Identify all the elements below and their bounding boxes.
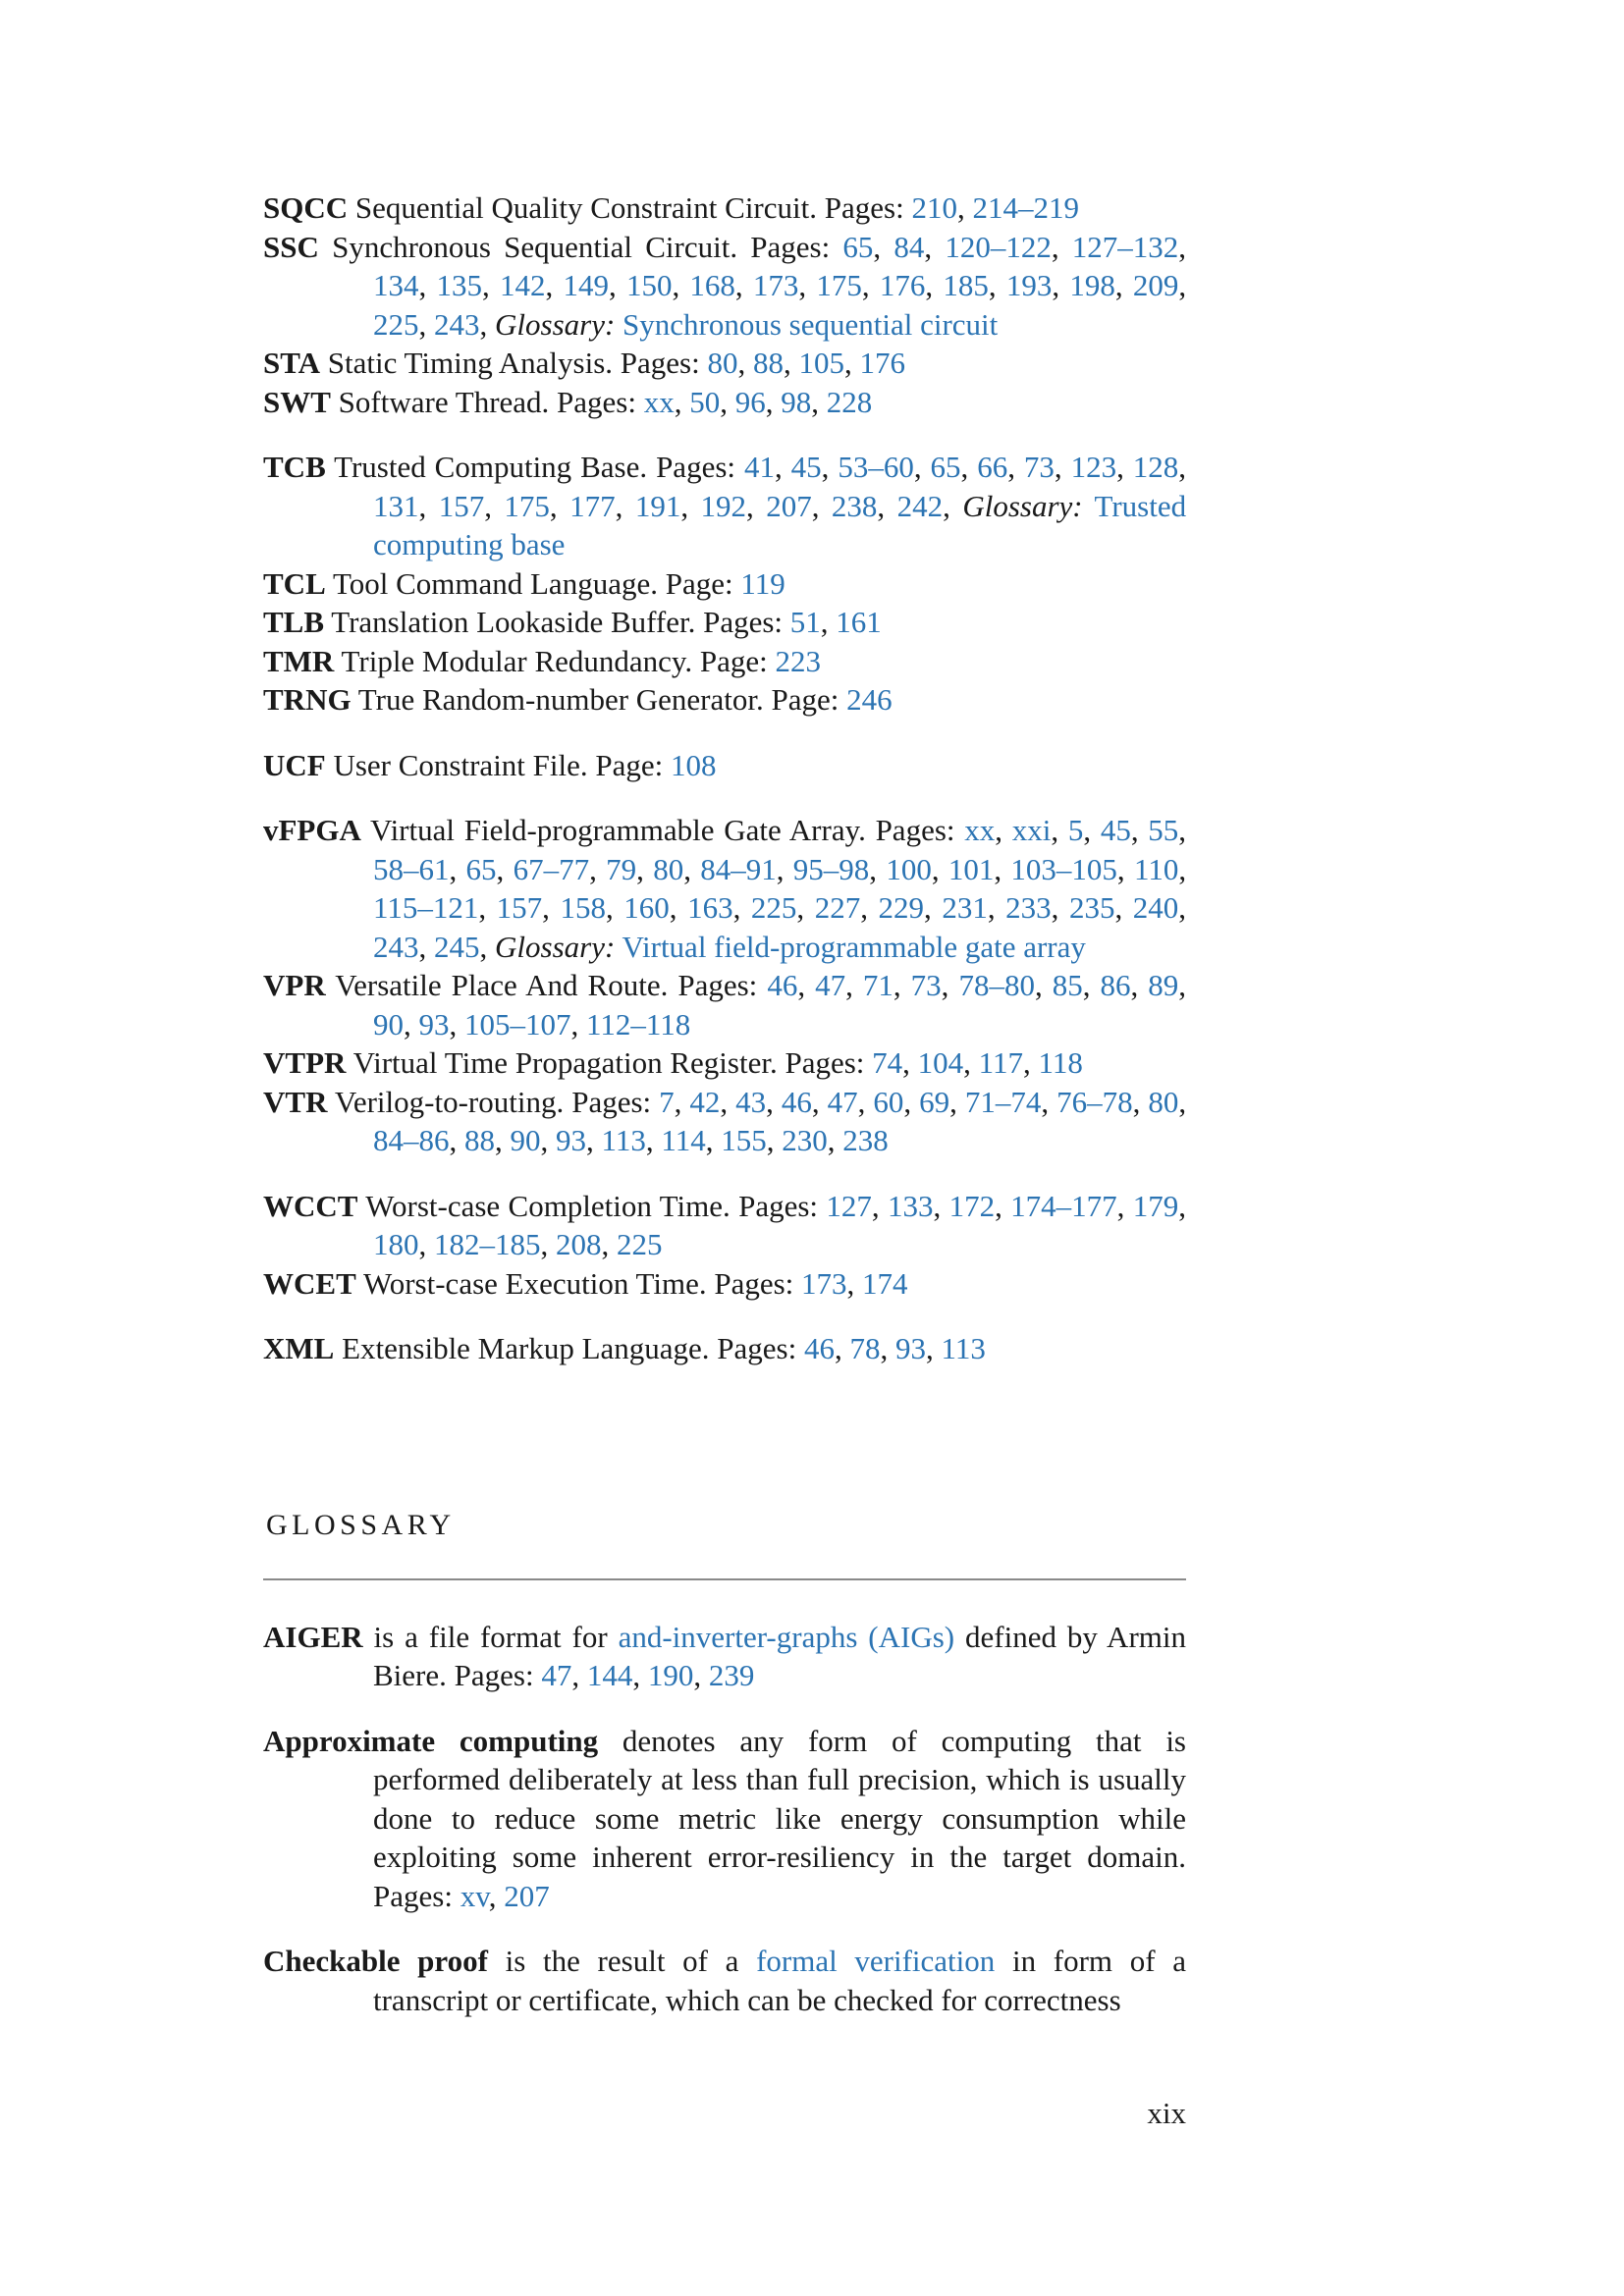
acronym-term: TRNG — [263, 682, 352, 717]
glossary-term: AIGER — [263, 1619, 363, 1654]
page-link[interactable]: 168 — [689, 268, 735, 302]
cross-reference-link[interactable]: 190 — [647, 1658, 694, 1692]
cross-reference-link[interactable]: xv — [460, 1878, 489, 1913]
page-link[interactable]: 225 — [373, 306, 419, 342]
page-link[interactable]: 46 — [781, 1084, 812, 1119]
acronym-term: WCET — [263, 1265, 356, 1301]
glossary-label: Glossary: — [495, 306, 616, 342]
page-link[interactable]: 225 — [617, 1227, 663, 1261]
glossary-link[interactable]: Synchronous sequential circuit — [623, 306, 999, 342]
page-link[interactable]: 131 — [373, 488, 419, 523]
page-link[interactable]: 79 — [606, 851, 637, 886]
page-link[interactable]: 176 — [879, 268, 926, 302]
page-link[interactable]: 46 — [803, 1331, 835, 1365]
pages-label: Pages: — [656, 450, 735, 484]
page-link[interactable]: 227 — [814, 890, 861, 925]
page-link[interactable]: 65 — [930, 450, 961, 484]
glossary-group — [263, 1618, 1186, 1695]
acronym-term: WCCT — [263, 1188, 358, 1223]
acronym-definition: Worst-case Execution Time. — [362, 1265, 707, 1301]
page-link[interactable]: 86 — [1100, 968, 1131, 1002]
glossary-text: , — [693, 1658, 709, 1692]
page-link[interactable]: 192 — [700, 488, 747, 523]
acronym-group — [263, 448, 1186, 720]
page-link[interactable]: 174 — [862, 1265, 908, 1301]
glossary-text: , — [571, 1658, 587, 1692]
acronym-entry: vFPGA Virtual Field-programmable Gate Array. Pages: xx, xxi, 5, 45, 55, 58–61, 65, 67–77, 79, 80, 84–91, 95–98, 100, 101, 103–105, 110, 115–121, 157, 158, 160, 163, 225, 227, 229, 231, 233, 235, 240, 243, 245, Glossary: Virtual field-programmable gate array — [263, 813, 1187, 964]
page-link[interactable]: 173 — [752, 268, 799, 302]
page-link[interactable]: 120–122 — [945, 229, 1052, 264]
page-body — [263, 188, 1186, 2046]
acronym-list — [263, 188, 1186, 1368]
pages-label: Pages: — [875, 813, 955, 847]
pages-label: Pages: — [750, 229, 831, 264]
glossary-text: is a file format for — [362, 1619, 619, 1654]
page-link[interactable]: 113 — [941, 1331, 986, 1365]
cross-reference-link[interactable]: and-inverter-graphs (AIGs) — [618, 1619, 955, 1654]
page-link[interactable]: 134 — [373, 268, 419, 302]
page-link[interactable]: 235 — [1068, 890, 1115, 925]
page-link[interactable]: 238 — [831, 488, 878, 523]
acronym-group — [263, 746, 1186, 785]
acronym-term: TLB — [263, 605, 325, 639]
page-link[interactable]: 180 — [373, 1227, 419, 1261]
page-link[interactable]: 182–185 — [434, 1227, 541, 1261]
page-link[interactable]: 161 — [836, 605, 882, 639]
page-link[interactable]: 47 — [815, 968, 846, 1002]
cross-reference-link[interactable]: 144 — [586, 1658, 633, 1692]
page-link[interactable]: 173 — [801, 1265, 847, 1301]
acronym-definition: Software Thread. — [338, 384, 550, 419]
page-link[interactable]: 7 — [659, 1084, 675, 1119]
page-link[interactable]: 100 — [886, 851, 932, 886]
page-link[interactable]: 243 — [434, 306, 480, 342]
acronym-entry: WCCT Worst-case Completion Time. Pages: 127, 133, 172, 174–177, 179, 180, 182–185, 208, 225 — [263, 1188, 1187, 1261]
acronym-definition: Versatile Place And Route. — [335, 968, 669, 1002]
page-link[interactable]: 46 — [767, 968, 798, 1002]
pages-label: Page: — [699, 643, 768, 678]
page-link[interactable]: 230 — [782, 1123, 828, 1157]
acronym-group — [263, 811, 1186, 1160]
page-link[interactable]: 231 — [942, 890, 988, 925]
page-link[interactable]: 114 — [661, 1123, 706, 1157]
acronym-entry: SSC Synchronous Sequential Circuit. Pages: 65, 84, 120–122, 127–132, 134, 135, 142, 149, 150, 168, 173, 175, 176, 185, 193, 198, 209, 225, 243, Glossary: Synchronous sequential circuit — [263, 229, 1187, 342]
page-link[interactable]: 76–78 — [1056, 1084, 1133, 1119]
page-link[interactable]: 104 — [917, 1045, 964, 1080]
acronym-definition: Virtual Time Propagation Register. — [352, 1045, 778, 1080]
page-link[interactable]: 209 — [1132, 268, 1179, 302]
page-link[interactable]: 118 — [1038, 1045, 1083, 1080]
page-link[interactable]: 172 — [948, 1188, 996, 1223]
page-link[interactable]: 158 — [560, 890, 606, 925]
pages-label: Pages: — [824, 190, 904, 225]
page-link[interactable]: 176 — [859, 346, 905, 380]
acronym-group — [263, 188, 1186, 421]
acronym-term: SWT — [263, 384, 331, 419]
glossary-text: , — [488, 1878, 505, 1913]
page-link[interactable]: 225 — [750, 890, 797, 925]
page-link[interactable]: 240 — [1132, 890, 1179, 925]
page-link[interactable]: 51 — [789, 605, 821, 639]
acronym-entry: WCET Worst-case Execution Time. Pages: 173, 174 — [263, 1265, 908, 1301]
pages-label: Pages: — [717, 1331, 797, 1365]
page-link[interactable]: 93 — [894, 1331, 926, 1365]
glossary-entry — [263, 1942, 1186, 2019]
page-link[interactable]: 127–132 — [1071, 229, 1179, 264]
page-link[interactable]: 74 — [872, 1045, 903, 1080]
acronym-term: TCB — [263, 450, 326, 484]
page-link[interactable]: 45 — [790, 450, 822, 484]
page-link[interactable]: 73 — [910, 968, 942, 1002]
acronym-term: XML — [263, 1331, 335, 1365]
page-link[interactable]: 133 — [887, 1188, 934, 1223]
cross-reference-link[interactable]: 239 — [708, 1658, 755, 1692]
page-link[interactable]: 223 — [775, 643, 822, 678]
page-link[interactable]: 105–107 — [464, 1006, 571, 1041]
glossary-label: Glossary: — [495, 929, 616, 964]
page-link[interactable]: 243 — [373, 929, 419, 964]
page-link[interactable]: 89 — [1148, 968, 1179, 1002]
glossary-link[interactable]: Virtual field-programmable gate array — [622, 929, 1086, 964]
page-link[interactable]: 113 — [601, 1123, 646, 1157]
page-link[interactable]: 69 — [919, 1084, 950, 1119]
page-link[interactable]: 90 — [373, 1006, 404, 1041]
glossary-entry — [263, 1722, 1186, 1916]
page-link[interactable]: 155 — [721, 1123, 767, 1157]
page-link[interactable]: 238 — [842, 1123, 889, 1157]
page-link[interactable]: 84 — [893, 229, 925, 264]
page-link[interactable]: 50 — [689, 384, 721, 419]
acronym-entry: XML Extensible Markup Language. Pages: 46, 78, 93, 113 — [263, 1331, 986, 1365]
acronym-term: vFPGA — [263, 813, 361, 847]
page-link[interactable]: 96 — [734, 384, 766, 419]
page-link[interactable]: 5 — [1067, 813, 1084, 847]
page-link[interactable]: 98 — [781, 384, 812, 419]
page-link[interactable]: 84–86 — [373, 1123, 450, 1157]
page-link[interactable]: 119 — [740, 565, 785, 601]
page-link[interactable]: 246 — [846, 682, 893, 717]
page-link[interactable]: 149 — [563, 268, 609, 302]
page-link[interactable]: 80 — [653, 851, 684, 886]
acronym-entry: STA Static Timing Analysis. Pages: 80, 88, 105, 176 — [263, 346, 905, 380]
page-link[interactable]: 67–77 — [513, 851, 590, 886]
acronym-definition: Worst-case Completion Time. — [365, 1188, 731, 1223]
page-link[interactable]: 157 — [496, 890, 543, 925]
acronym-definition: User Constraint File. — [333, 747, 588, 782]
page-link[interactable]: xxi — [1011, 813, 1052, 847]
page-link[interactable]: 55 — [1148, 813, 1179, 847]
page-link[interactable]: 65 — [465, 851, 497, 886]
page-link[interactable]: 142 — [499, 268, 546, 302]
page-link[interactable]: 65 — [842, 229, 874, 264]
acronym-term: TCL — [263, 565, 326, 601]
page-link[interactable]: xx — [643, 384, 675, 419]
page-link[interactable]: 93 — [418, 1006, 450, 1041]
page-link[interactable]: 112–118 — [586, 1006, 691, 1041]
glossary-divider — [263, 1578, 1186, 1580]
page-link[interactable]: 214–219 — [972, 190, 1079, 225]
acronym-definition: True Random-number Generator. — [357, 682, 764, 717]
glossary-entry — [263, 1618, 1186, 1695]
page-link[interactable]: 157 — [438, 488, 485, 523]
acronym-definition: Sequential Quality Constraint Circuit. — [354, 190, 817, 225]
page-link[interactable]: 160 — [623, 890, 670, 925]
page-link[interactable]: 229 — [878, 890, 925, 925]
acronym-term: SSC — [263, 229, 319, 264]
page-link[interactable]: 80 — [707, 346, 738, 380]
acronym-definition: Virtual Field-programmable Gate Array. — [370, 813, 866, 847]
page-link[interactable]: 177 — [569, 488, 616, 523]
acronym-definition: Static Timing Analysis. — [327, 346, 614, 380]
page-link[interactable]: 85 — [1052, 968, 1083, 1002]
page-link[interactable]: 78 — [849, 1331, 881, 1365]
pages-label: Pages: — [557, 384, 636, 419]
page-link[interactable]: 41 — [743, 450, 775, 484]
pages-label: Pages: — [714, 1265, 794, 1301]
glossary-group — [263, 1942, 1186, 2019]
acronym-entry: VTPR Virtual Time Propagation Register. Pages: 74, 104, 117, 118 — [263, 1045, 1083, 1080]
acronym-definition: Trusted Computing Base. — [334, 450, 648, 484]
page-link[interactable]: 110 — [1133, 851, 1179, 886]
acronym-entry: SWT Software Thread. Pages: xx, 50, 96, 98, 228 — [263, 384, 873, 419]
pages-label: Pages: — [677, 968, 758, 1002]
acronym-entry: VTR Verilog-to-routing. Pages: 7, 42, 43, 46, 47, 60, 69, 71–74, 76–78, 80, 84–86, 88, 90, 93, 113, 114, 155, 230, 238 — [263, 1084, 1187, 1157]
acronym-entry: TLB Translation Lookaside Buffer. Pages: 51, 161 — [263, 605, 882, 639]
cross-reference-link[interactable]: 207 — [504, 1878, 550, 1913]
acronym-definition: Triple Modular Redundancy. — [341, 643, 693, 678]
page-link[interactable]: 71 — [862, 968, 893, 1002]
page-link[interactable]: 60 — [873, 1084, 904, 1119]
page-link[interactable]: 88 — [464, 1123, 495, 1157]
page-link[interactable]: 128 — [1132, 450, 1179, 484]
page-link[interactable]: 191 — [634, 488, 681, 523]
page-link[interactable]: 135 — [436, 268, 482, 302]
acronym-definition: Synchronous Sequential Circuit. — [332, 229, 738, 264]
page-link[interactable]: 174–177 — [1010, 1188, 1117, 1223]
page-link[interactable]: 93 — [556, 1123, 586, 1157]
page-link[interactable]: 45 — [1100, 813, 1131, 847]
page-link[interactable]: 58–61 — [373, 851, 450, 886]
page-link[interactable]: 42 — [689, 1084, 721, 1119]
glossary-text: denotes any form of computing that is performed deliberately at less than full precision, which is usually done to reduce some metric like energy consumption while exploiting some inherent error-resiliency in the target domain. Pages: — [373, 1723, 1186, 1913]
page-link[interactable]: xx — [964, 813, 996, 847]
page-link[interactable]: 193 — [1005, 268, 1053, 302]
acronym-entry: VPR Versatile Place And Route. Pages: 46, 47, 71, 73, 78–80, 85, 86, 89, 90, 93, 105–107, 112–118 — [263, 968, 1187, 1041]
page-link[interactable]: 242 — [896, 488, 944, 523]
page-link[interactable]: 163 — [687, 890, 733, 925]
acronym-term: UCF — [263, 747, 326, 782]
page-link[interactable]: 78–80 — [958, 968, 1035, 1002]
acronym-entry: TCB Trusted Computing Base. Pages: 41, 45, 53–60, 65, 66, 73, 123, 128, 131, 157, 175, 177, 191, 192, 207, 238, 242, Glossary: Trusted computing base — [263, 450, 1187, 561]
acronym-group — [263, 1329, 1186, 1368]
glossary-label: Glossary: — [962, 488, 1083, 523]
page-link[interactable]: 71–74 — [964, 1084, 1042, 1119]
pages-label: Page: — [595, 747, 664, 782]
glossary-list — [263, 1618, 1186, 2020]
acronym-term: SQCC — [263, 190, 349, 225]
acronym-definition: Translation Lookaside Buffer. — [331, 605, 696, 639]
glossary-link[interactable]: Trusted computing base — [373, 488, 1187, 561]
page-link[interactable]: 175 — [816, 268, 862, 302]
page-link[interactable]: 127 — [826, 1188, 872, 1223]
acronym-entry — [263, 564, 1186, 604]
page-link[interactable]: 233 — [1005, 890, 1052, 925]
glossary-text: defined by Armin Biere. Pages: — [373, 1619, 1186, 1692]
page-link[interactable]: 73 — [1023, 450, 1055, 484]
page-link[interactable]: 80 — [1148, 1084, 1179, 1119]
acronym-definition: Extensible Markup Language. — [342, 1331, 710, 1365]
page-link[interactable]: 175 — [504, 488, 550, 523]
glossary-group — [263, 1722, 1186, 1916]
pages-label: Pages: — [785, 1045, 865, 1080]
page-link[interactable]: 53–60 — [838, 450, 914, 484]
glossary-text: , — [632, 1658, 648, 1692]
acronym-definition: Tool Command Language. — [332, 565, 658, 601]
glossary-text: in form of a transcript or certificate, which can be checked for correctness — [373, 1944, 1186, 2017]
glossary-text: is the result of a — [487, 1944, 757, 1978]
page-link[interactable]: 117 — [978, 1045, 1024, 1080]
page-link[interactable]: 207 — [766, 488, 812, 523]
acronym-term: VTPR — [263, 1045, 347, 1080]
glossary-term: Checkable proof — [263, 1944, 488, 1978]
page-link[interactable]: 101 — [947, 851, 995, 886]
page-link[interactable]: 66 — [977, 450, 1008, 484]
page-link[interactable]: 88 — [752, 346, 784, 380]
pages-label: Page: — [665, 565, 733, 601]
page-link[interactable]: 108 — [671, 747, 717, 782]
acronym-entry: SQCC Sequential Quality Constraint Circuit. Pages: 210, 214–219 — [263, 190, 1079, 225]
page-number: xix — [1147, 2096, 1186, 2130]
acronym-term: STA — [263, 346, 321, 380]
page-link[interactable]: 179 — [1132, 1188, 1179, 1223]
cross-reference-link[interactable]: 47 — [541, 1658, 572, 1692]
page-link[interactable]: 47 — [827, 1084, 858, 1119]
glossary-term: Approximate computing — [263, 1723, 599, 1758]
pages-label: Pages: — [571, 1084, 652, 1119]
acronym-term: VTR — [263, 1084, 328, 1119]
acronym-term: VPR — [263, 968, 326, 1002]
acronym-entry — [263, 642, 1186, 681]
pages-label: Page: — [771, 682, 839, 717]
page-link[interactable]: 185 — [943, 268, 989, 302]
page-link[interactable]: 228 — [826, 384, 873, 419]
page-link[interactable]: 105 — [798, 346, 844, 380]
cross-reference-link[interactable]: formal verification — [756, 1944, 996, 1978]
page-link[interactable]: 198 — [1069, 268, 1115, 302]
page-link[interactable]: 210 — [911, 190, 957, 225]
acronym-entry — [263, 746, 1186, 785]
acronym-definition: Verilog-to-routing. — [334, 1084, 565, 1119]
page-link[interactable]: 208 — [556, 1227, 602, 1261]
page-link[interactable]: 115–121 — [373, 890, 479, 925]
acronym-term: TMR — [263, 643, 335, 678]
acronym-group — [263, 1187, 1186, 1304]
pages-label: Pages: — [738, 1188, 819, 1223]
page-link[interactable]: 245 — [434, 929, 480, 964]
acronym-entry — [263, 680, 1186, 720]
pages-label: Pages: — [620, 346, 700, 380]
page-link[interactable]: 150 — [625, 268, 673, 302]
page-link[interactable]: 84–91 — [700, 851, 777, 886]
page-link[interactable]: 43 — [735, 1084, 767, 1119]
page-link[interactable]: 123 — [1070, 450, 1117, 484]
page-link[interactable]: 90 — [510, 1123, 541, 1157]
pages-label: Pages: — [703, 605, 784, 639]
glossary-heading: GLOSSARY — [266, 1508, 456, 1541]
page-link[interactable]: 103–105 — [1010, 851, 1117, 886]
page-link[interactable]: 95–98 — [792, 851, 870, 886]
